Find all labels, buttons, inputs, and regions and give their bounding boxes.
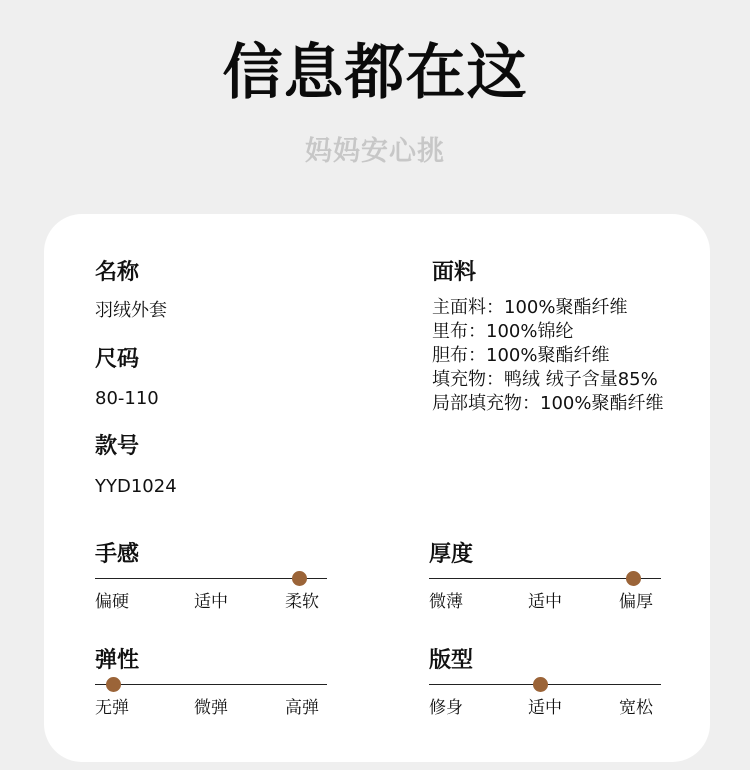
scale-tick-right: 偏厚 (619, 592, 653, 612)
scale-tick-middle: 适中 (194, 592, 228, 612)
fabric-filling: 填充物：鸭绒 绒子含量85% (432, 369, 658, 390)
size-label: 尺码 (95, 347, 140, 372)
scale-tick-left: 无弹 (95, 698, 129, 718)
scale-title: 厚度 (429, 542, 474, 567)
fabric-inner: 胆布：100%聚酯纤维 (432, 345, 610, 366)
scale-tick-left: 微薄 (429, 592, 463, 612)
scale-elasticity (95, 646, 327, 718)
scale-indicator (626, 571, 641, 586)
scale-tick-middle: 微弹 (194, 698, 228, 718)
scale-indicator (533, 677, 548, 692)
scale-tick-middle: 适中 (528, 592, 562, 612)
scale-tick-right: 柔软 (285, 592, 319, 612)
scale-fit (429, 646, 661, 718)
scale-track (95, 684, 327, 685)
scale-title: 版型 (429, 648, 474, 673)
fabric-main: 主面料：100%聚酯纤维 (432, 297, 628, 318)
scale-indicator (106, 677, 121, 692)
scale-title: 手感 (95, 542, 140, 567)
scale-thickness (429, 540, 661, 612)
page-title: 信息都在这 (222, 38, 528, 108)
scale-title: 弹性 (95, 648, 140, 673)
scale-tick-middle: 适中 (528, 698, 562, 718)
scale-indicator (292, 571, 307, 586)
scale-tick-left: 偏硬 (95, 592, 129, 612)
fabric-partial-filling: 局部填充物：100%聚酯纤维 (432, 393, 664, 414)
name-label: 名称 (95, 260, 140, 285)
fabric-lining: 里布：100%锦纶 (432, 321, 574, 342)
scale-tick-right: 宽松 (619, 698, 653, 718)
name-value: 羽绒外套 (95, 300, 167, 321)
page-subtitle: 妈妈安心挑 (305, 136, 445, 167)
size-value: 80-110 (95, 388, 159, 409)
scale-hand-feel (95, 540, 327, 612)
fabric-label: 面料 (432, 260, 477, 285)
style-number-value: YYD1024 (95, 476, 177, 497)
style-number-label: 款号 (95, 434, 140, 459)
scale-tick-right: 高弹 (285, 698, 319, 718)
info-card (44, 214, 710, 762)
scale-tick-left: 修身 (429, 698, 463, 718)
fabric-details (432, 296, 663, 416)
